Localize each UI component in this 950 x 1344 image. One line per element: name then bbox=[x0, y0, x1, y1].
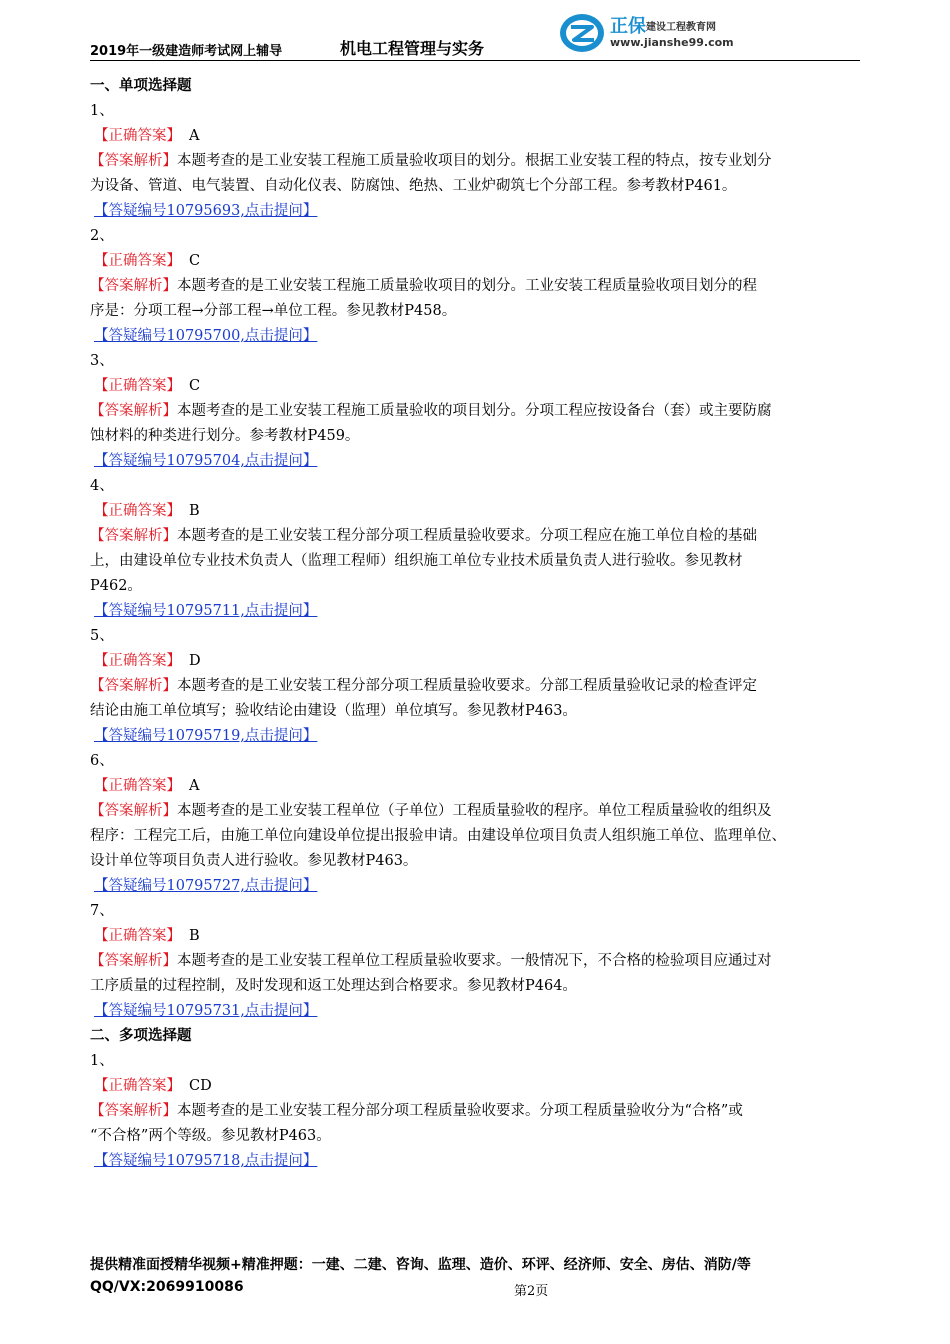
analysis-text: “不合格”两个等级。参见教材P463。 bbox=[90, 1128, 331, 1144]
question-link-row bbox=[90, 199, 865, 224]
question-number: 6、 bbox=[90, 753, 114, 769]
analysis-line bbox=[90, 849, 865, 874]
analysis-label: 【答案解析】 bbox=[90, 1103, 177, 1119]
analysis-line bbox=[90, 399, 865, 424]
analysis-label: 【答案解析】 bbox=[90, 953, 177, 969]
analysis-text: 结论由施工单位填写；验收结论由建设（监理）单位填写。参见教材P463。 bbox=[90, 703, 577, 719]
analysis-text: 本题考查的是工业安装工程施工质量验收项目的划分。根据工业安装工程的特点，按专业划分 bbox=[177, 153, 772, 169]
correct-answer-value: CD bbox=[189, 1078, 212, 1094]
correct-answer bbox=[90, 924, 865, 949]
correct-answer-label: 【正确答案】 bbox=[94, 128, 181, 144]
analysis-text: 上，由建设单位专业技术负责人（监理工程师）组织施工单位专业技术质量负责人进行验收。参见教材 bbox=[90, 553, 743, 569]
analysis-text: 为设备、管道、电气装置、自动化仪表、防腐蚀、绝热、工业炉砌筑七个分部工程。参考教材P461。 bbox=[90, 178, 737, 194]
answer-content bbox=[90, 74, 865, 1174]
analysis-text: 本题考查的是工业安装工程分部分项工程质量验收要求。分部工程质量验收记录的检查评定 bbox=[177, 678, 757, 694]
ask-question-link[interactable]: 【答疑编号10795700,点击提问】 bbox=[94, 328, 318, 344]
analysis-line bbox=[90, 174, 865, 199]
analysis-label: 【答案解析】 bbox=[90, 528, 177, 544]
page-header bbox=[90, 12, 860, 61]
header-course: 2019年一级建造师考试网上辅导 bbox=[90, 44, 283, 59]
correct-answer bbox=[90, 124, 865, 149]
analysis-text: 序是：分项工程→分部工程→单位工程。参见教材P458。 bbox=[90, 303, 457, 319]
correct-answer-label: 【正确答案】 bbox=[94, 778, 181, 794]
question-link-row bbox=[90, 324, 865, 349]
correct-answer-value: C bbox=[189, 253, 201, 269]
ask-question-link[interactable]: 【答疑编号10795727,点击提问】 bbox=[94, 878, 318, 894]
analysis-line bbox=[90, 1099, 865, 1124]
site-logo[interactable] bbox=[558, 8, 758, 58]
correct-answer-label: 【正确答案】 bbox=[94, 253, 181, 269]
analysis-label: 【答案解析】 bbox=[90, 153, 177, 169]
correct-answer-label: 【正确答案】 bbox=[94, 928, 181, 944]
analysis-label: 【答案解析】 bbox=[90, 803, 177, 819]
analysis-label: 【答案解析】 bbox=[90, 403, 177, 419]
analysis-line bbox=[90, 949, 865, 974]
logo-icon bbox=[558, 10, 608, 56]
question-link-row bbox=[90, 874, 865, 899]
correct-answer-value: D bbox=[189, 653, 201, 669]
analysis-text: 本题考查的是工业安装工程分部分项工程质量验收要求。分项工程应在施工单位自检的基础 bbox=[177, 528, 757, 544]
correct-answer bbox=[90, 374, 865, 399]
question-link-row bbox=[90, 599, 865, 624]
correct-answer bbox=[90, 249, 865, 274]
footer-contact: QQ/VX:2069910086 bbox=[90, 1279, 244, 1295]
question-number: 1、 bbox=[90, 103, 114, 119]
analysis-text: 工序质量的过程控制，及时发现和返工处理达到合格要求。参见教材P464。 bbox=[90, 978, 577, 994]
analysis-label: 【答案解析】 bbox=[90, 278, 177, 294]
analysis-line bbox=[90, 699, 865, 724]
single-choice-list bbox=[90, 99, 865, 1024]
analysis-line bbox=[90, 824, 865, 849]
question-number: 7、 bbox=[90, 903, 114, 919]
analysis-line bbox=[90, 149, 865, 174]
question-number: 4、 bbox=[90, 478, 114, 494]
correct-answer bbox=[90, 1074, 865, 1099]
analysis-line bbox=[90, 274, 865, 299]
question-link-row bbox=[90, 1149, 865, 1174]
analysis-line bbox=[90, 524, 865, 549]
question-number: 1、 bbox=[90, 1053, 114, 1069]
analysis-text: 程序：工程完工后，由施工单位向建设单位提出报验申请。由建设单位项目负责人组织施工单位、监理单位、 bbox=[90, 828, 786, 844]
question-link-row bbox=[90, 724, 865, 749]
correct-answer bbox=[90, 774, 865, 799]
section-multi-choice: 二、多项选择题 bbox=[90, 1028, 192, 1044]
analysis-line bbox=[90, 424, 865, 449]
analysis-text: 本题考查的是工业安装工程施工质量验收的项目划分。分项工程应按设备台（套）或主要防腐 bbox=[177, 403, 772, 419]
analysis-line bbox=[90, 799, 865, 824]
section-single-choice: 一、单项选择题 bbox=[90, 78, 192, 94]
question-number: 5、 bbox=[90, 628, 114, 644]
analysis-text: 蚀材料的种类进行划分。参考教材P459。 bbox=[90, 428, 360, 444]
question-link-row bbox=[90, 999, 865, 1024]
footer-ad: 提供精准面授精华视频+精准押题：一建、二建、咨询、监理、造价、环评、经济师、安全、房估、消防/等 bbox=[90, 1257, 751, 1273]
ask-question-link[interactable]: 【答疑编号10795711,点击提问】 bbox=[94, 603, 318, 619]
correct-answer-value: A bbox=[189, 778, 200, 794]
analysis-line bbox=[90, 974, 865, 999]
correct-answer-value: B bbox=[189, 503, 200, 519]
question-number: 3、 bbox=[90, 353, 114, 369]
correct-answer-value: B bbox=[189, 928, 200, 944]
ask-question-link[interactable]: 【答疑编号10795719,点击提问】 bbox=[94, 728, 318, 744]
analysis-text: P462。 bbox=[90, 578, 142, 594]
logo-text: 正保 bbox=[610, 16, 646, 37]
analysis-line bbox=[90, 299, 865, 324]
logo-subtitle: 建设工程教育网 bbox=[646, 22, 716, 33]
correct-answer-label: 【正确答案】 bbox=[94, 378, 181, 394]
analysis-text: 本题考查的是工业安装工程单位工程质量验收要求。一般情况下，不合格的检验项目应通过对 bbox=[177, 953, 772, 969]
header-subject: 机电工程管理与实务 bbox=[340, 39, 485, 58]
correct-answer bbox=[90, 649, 865, 674]
analysis-text: 本题考查的是工业安装工程单位（子单位）工程质量验收的程序。单位工程质量验收的组织及 bbox=[177, 803, 772, 819]
ask-question-link[interactable]: 【答疑编号10795693,点击提问】 bbox=[94, 203, 318, 219]
analysis-line bbox=[90, 1124, 865, 1149]
analysis-text: 本题考查的是工业安装工程施工质量验收项目的划分。工业安装工程质量验收项目划分的程 bbox=[177, 278, 757, 294]
analysis-text: 设计单位等项目负责人进行验收。参见教材P463。 bbox=[90, 853, 418, 869]
correct-answer bbox=[90, 499, 865, 524]
analysis-line bbox=[90, 574, 865, 599]
ask-question-link[interactable]: 【答疑编号10795704,点击提问】 bbox=[94, 453, 318, 469]
page-number: 第2页 bbox=[514, 1284, 549, 1299]
multi-choice-list bbox=[90, 1049, 865, 1174]
question-number: 2、 bbox=[90, 228, 114, 244]
analysis-label: 【答案解析】 bbox=[90, 678, 177, 694]
correct-answer-value: C bbox=[189, 378, 201, 394]
analysis-text: 本题考查的是工业安装工程分部分项工程质量验收要求。分项工程质量验收分为“合格”或 bbox=[177, 1103, 743, 1119]
analysis-line bbox=[90, 674, 865, 699]
question-link-row bbox=[90, 449, 865, 474]
correct-answer-label: 【正确答案】 bbox=[94, 653, 181, 669]
analysis-line bbox=[90, 549, 865, 574]
ask-question-link[interactable]: 【答疑编号10795718,点击提问】 bbox=[94, 1153, 318, 1169]
logo-url: www.jianshe99.com bbox=[610, 36, 734, 49]
correct-answer-label: 【正确答案】 bbox=[94, 503, 181, 519]
correct-answer-label: 【正确答案】 bbox=[94, 1078, 181, 1094]
correct-answer-value: A bbox=[189, 128, 200, 144]
ask-question-link[interactable]: 【答疑编号10795731,点击提问】 bbox=[94, 1003, 318, 1019]
